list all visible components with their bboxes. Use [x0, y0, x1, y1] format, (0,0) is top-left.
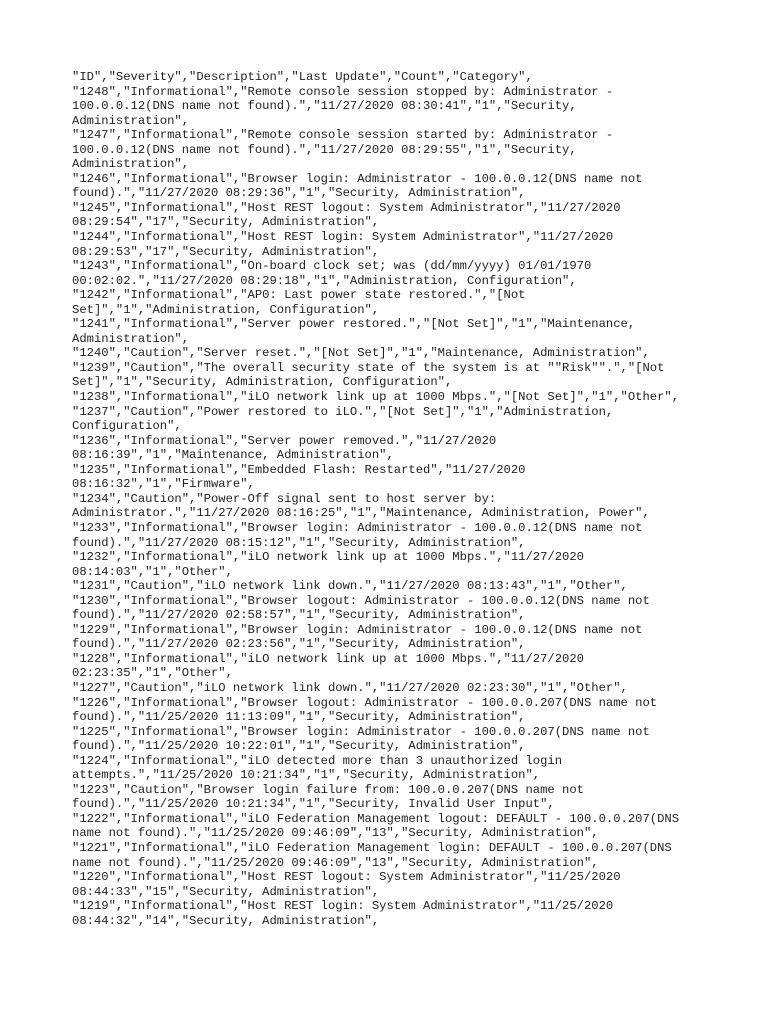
log-line: name not found).","11/25/2020 09:46:09","13","Security, Administration", — [72, 826, 599, 841]
log-line: "1231","Caution","iLO network link down.","11/27/2020 08:13:43","1","Other", — [72, 579, 628, 594]
log-line: Set]","1","Security, Administration, Configuration", — [72, 375, 453, 390]
log-line: attempts.","11/25/2020 10:21:34","1","Security, Administration", — [72, 768, 541, 783]
log-line: 02:23:35","1","Other", — [72, 666, 233, 681]
log-line: "1238","Informational","iLO network link up at 1000 Mbps.","[Not Set]","1","Other", — [72, 390, 680, 405]
log-line: "1244","Informational","Host REST login: System Administrator","11/27/2020 — [72, 230, 614, 245]
log-line: found).","11/25/2020 10:22:01","1","Security, Administration", — [72, 739, 526, 754]
log-line: "1227","Caution","iLO network link down.","11/27/2020 02:23:30","1","Other", — [72, 680, 628, 695]
log-line: "1220","Informational","Host REST logout: System Administrator","11/25/2020 — [72, 870, 621, 885]
log-line: "1226","Informational","Browser logout: Administrator - 100.0.0.207(DNS name not — [72, 695, 658, 710]
log-line: "1235","Informational","Embedded Flash: Restarted","11/27/2020 — [72, 462, 526, 477]
log-line: Administrator.","11/27/2020 08:16:25","1","Maintenance, Administration, Power", — [72, 506, 650, 521]
log-line: found).","11/27/2020 02:58:57","1","Security, Administration", — [72, 608, 526, 623]
log-line: "1223","Caution","Browser login failure from: 100.0.0.207(DNS name not — [72, 782, 584, 797]
log-line: "1241","Informational","Server power restored.","[Not Set]","1","Maintenance, — [72, 317, 636, 332]
log-line: "1233","Informational","Browser login: Administrator - 100.0.0.12(DNS name not — [72, 520, 643, 535]
log-line: "1248","Informational","Remote console session stopped by: Administrator - — [72, 84, 614, 99]
event-log-text — [72, 70, 712, 928]
log-line: "1224","Informational","iLO detected more than 3 unauthorized login — [72, 753, 563, 768]
log-line: "1245","Informational","Host REST logout: System Administrator","11/27/2020 — [72, 200, 621, 215]
log-line: "1247","Informational","Remote console session started by: Administrator - — [72, 128, 614, 143]
log-line: 08:16:39","1","Maintenance, Administration", — [72, 448, 394, 463]
log-line: "1243","Informational","On-board clock set; was (dd/mm/yyyy) 01/01/1970 — [72, 259, 592, 274]
log-line: "1234","Caution","Power-Off signal sent to host server by: — [72, 491, 497, 506]
log-line: "1242","Informational","AP0: Last power state restored.","[Not — [72, 288, 526, 303]
log-line: "1228","Informational","iLO network link up at 1000 Mbps.","11/27/2020 — [72, 651, 584, 666]
log-line: 08:44:32","14","Security, Administration", — [72, 913, 380, 928]
log-line: "1219","Informational","Host REST login: System Administrator","11/25/2020 — [72, 899, 614, 914]
log-line: name not found).","11/25/2020 09:46:09","13","Security, Administration", — [72, 855, 599, 870]
log-line: Administration", — [72, 113, 190, 128]
log-line: 100.0.0.12(DNS name not found).","11/27/2020 08:29:55","1","Security, — [72, 142, 577, 157]
log-line: "1221","Informational","iLO Federation Management login: DEFAULT - 100.0.0.207(DNS — [72, 840, 672, 855]
log-line: found).","11/25/2020 11:13:09","1","Security, Administration", — [72, 710, 526, 725]
log-line: "1246","Informational","Browser login: Administrator - 100.0.0.12(DNS name not — [72, 171, 643, 186]
log-line: 100.0.0.12(DNS name not found).","11/27/2020 08:30:41","1","Security, — [72, 99, 577, 114]
log-line: 08:14:03","1","Other", — [72, 564, 233, 579]
log-line: Administration", — [72, 157, 190, 172]
log-line: "1237","Caution","Power restored to iLO.","[Not Set]","1","Administration, — [72, 404, 614, 419]
log-line: "1222","Informational","iLO Federation Management logout: DEFAULT - 100.0.0.207(DNS — [72, 811, 680, 826]
log-line: "1232","Informational","iLO network link up at 1000 Mbps.","11/27/2020 — [72, 550, 584, 565]
log-line: found).","11/27/2020 08:29:36","1","Security, Administration", — [72, 186, 526, 201]
log-line: "1229","Informational","Browser login: Administrator - 100.0.0.12(DNS name not — [72, 622, 643, 637]
log-line: "1239","Caution","The overall security state of the system is at ""Risk"".","[Not — [72, 360, 665, 375]
log-line: 08:29:53","17","Security, Administration", — [72, 244, 380, 259]
log-line: found).","11/27/2020 02:23:56","1","Security, Administration", — [72, 637, 526, 652]
log-line: 08:16:32","1","Firmware", — [72, 477, 255, 492]
log-line: 08:44:33","15","Security, Administration", — [72, 884, 380, 899]
log-line: "1230","Informational","Browser logout: Administrator - 100.0.0.12(DNS name not — [72, 593, 650, 608]
log-line: found).","11/27/2020 08:15:12","1","Security, Administration", — [72, 535, 526, 550]
log-line: Set]","1","Administration, Configuration", — [72, 302, 380, 317]
log-line: 00:02:02.","11/27/2020 08:29:18","1","Administration, Configuration", — [72, 273, 577, 288]
log-line: "ID","Severity","Description","Last Update","Count","Category", — [72, 70, 533, 84]
log-line: "1240","Caution","Server reset.","[Not Set]","1","Maintenance, Administration", — [72, 346, 650, 361]
log-line: Administration", — [72, 331, 190, 346]
log-line: "1236","Informational","Server power removed.","11/27/2020 — [72, 433, 497, 448]
log-line: Configuration", — [72, 419, 182, 434]
log-line: 08:29:54","17","Security, Administration", — [72, 215, 380, 230]
log-line: "1225","Informational","Browser login: Administrator - 100.0.0.207(DNS name not — [72, 724, 650, 739]
log-line: found).","11/25/2020 10:21:34","1","Security, Invalid User Input", — [72, 797, 555, 812]
